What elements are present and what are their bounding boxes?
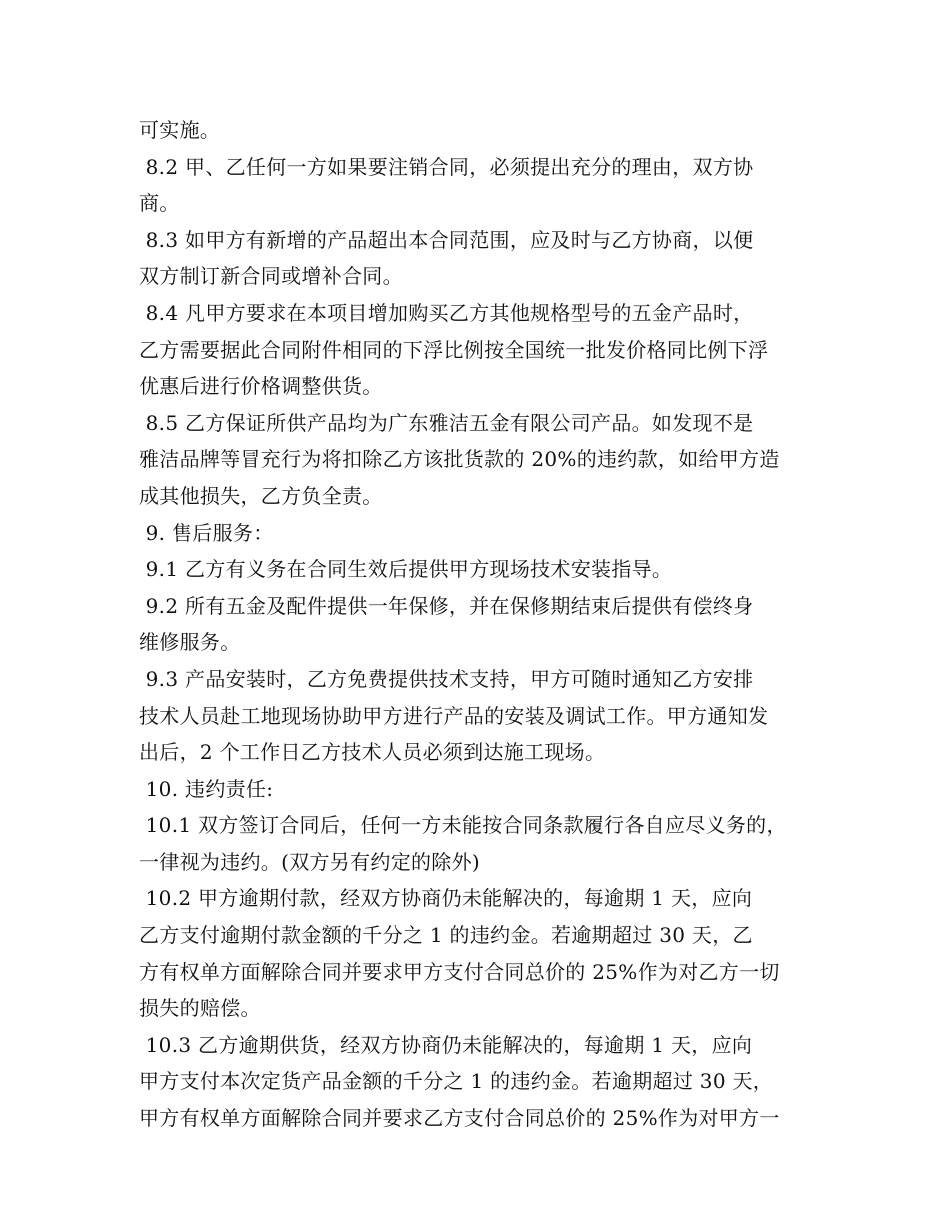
text-line: 乙方需要据此合同附件相同的下浮比例按全国统一批发价格同比例下浮 [139,337,769,362]
text-line: 9.2 所有五金及配件提供一年保修，并在保修期结束后提供有偿终身 [139,593,754,618]
text-line: 10.1 双方签订合同后，任何一方未能按合同条款履行各自应尽义务的， [139,813,787,838]
text-line: 8.2 甲、乙任何一方如果要注销合同，必须提出充分的理由，双方协 [139,154,754,179]
text-line: 8.4 凡甲方要求在本项目增加购买乙方其他规格型号的五金产品时， [139,300,754,325]
text-line: 优惠后进行价格调整供货。 [139,374,383,399]
text-line: 方有权单方面解除合同并要求甲方支付合同总价的 25%作为对乙方一切 [139,959,780,984]
text-line: 10.2 甲方逾期付款，经双方协商仍未能解决的，每逾期 1 天，应向 [139,886,753,911]
text-line: 双方制订新合同或增补合同。 [139,264,403,289]
section-heading: 10. 违约责任: [139,776,274,801]
text-line: 维修服务。 [139,630,241,655]
text-line: 8.5 乙方保证所供产品均为广东雅洁五金有限公司产品。如发现不是 [139,410,754,435]
text-line: 技术人员赴工地现场协助甲方进行产品的安装及调试工作。甲方通知发 [139,703,769,728]
text-line: 雅洁品牌等冒充行为将扣除乙方该批货款的 20%的违约款，如给甲方造 [139,447,780,472]
contract-text [139,112,819,1137]
section-heading: 9. 售后服务： [139,520,274,545]
text-line: 9.3 产品安装时，乙方免费提供技术支持，甲方可随时通知乙方安排 [139,666,754,691]
text-line: 成其他损失，乙方负全责。 [139,483,383,508]
text-line: 甲方有权单方面解除合同并要求乙方支付合同总价的 25%作为对甲方一 [139,1106,780,1131]
text-line: 损失的赔偿。 [139,996,261,1021]
text-line: 一律视为违约。(双方另有约定的除外) [139,849,481,874]
text-line: 甲方支付本次定货产品金额的千分之 1 的违约金。若逾期超过 30 天， [139,1069,774,1094]
text-line: 乙方支付逾期付款金额的千分之 1 的违约金。若逾期超过 30 天，乙 [139,923,753,948]
text-line: 10.3 乙方逾期供货，经双方协商仍未能解决的，每逾期 1 天，应向 [139,1032,753,1057]
text-line: 9.1 乙方有义务在合同生效后提供甲方现场技术安装指导。 [139,557,673,582]
text-line: 商。 [139,191,180,216]
text-line: 8.3 如甲方有新增的产品超出本合同范围，应及时与乙方协商，以便 [139,227,754,252]
text-line: 可实施。 [139,118,221,142]
text-line: 出后，2 个工作日乙方技术人员必须到达施工现场。 [139,740,606,765]
